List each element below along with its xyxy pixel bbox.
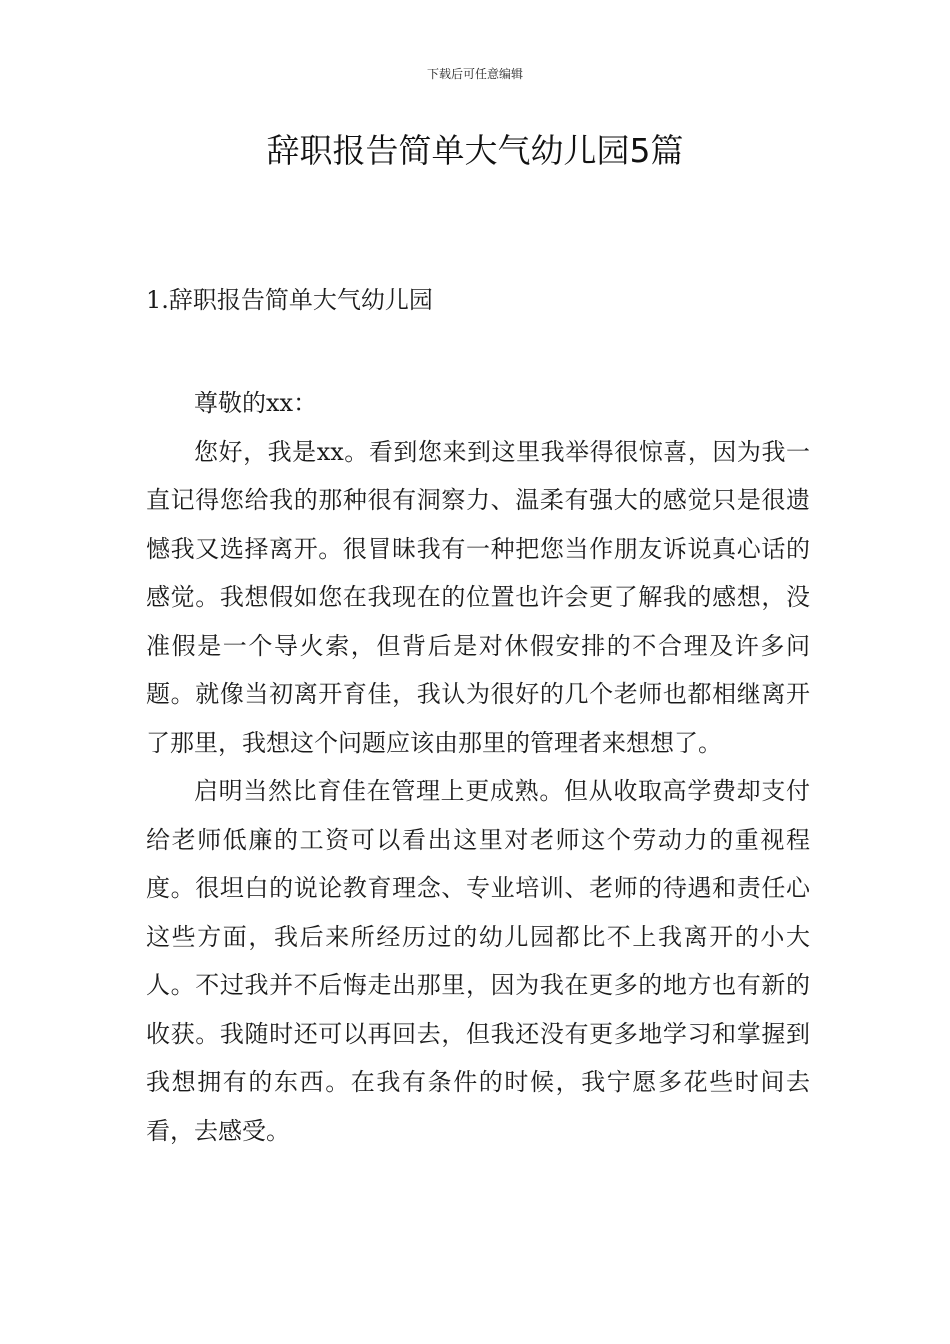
letter-body [146,379,810,1155]
salutation: 尊敬的xx： [194,389,318,417]
document-title: 辞职报告简单大气幼儿园5篇 [266,131,684,170]
paragraph: 您好，我是xx。看到您来到这里我举得很惊喜，因为我一直记得您给我的那种很有洞察力、温柔有强大的感觉只是很遗憾我又选择离开。很冒昧我有一种把您当作朋友诉说真心话的感觉。我想假如您在我现在的位置也许会更了解我的感想，没准假是一个导火索，但背后是对休假安排的不合理及许多问题。就像当初离开育佳，我认为很好的几个老师也都相继离开了那里，我想这个问题应该由那里的管理者来想想了。 [146,437,810,757]
section-heading: 1.辞职报告简单大气幼儿园 [146,286,433,314]
paragraph: 启明当然比育佳在管理上更成熟。但从收取高学费却支付给老师低廉的工资可以看出这里对老师这个劳动力的重视程度。很坦白的说论教育理念、专业培训、老师的待遇和责任心这些方面，我后来所经历过的幼儿园都比不上我离开的小大人。不过我并不后悔走出那里，因为我在更多的地方也有新的收获。我随时还可以再回去，但我还没有更多地学习和掌握到我想拥有的东西。在我有条件的时候，我宁愿多花些时间去看，去感受。 [146,777,810,1145]
header-note: 下载后可任意编辑 [426,67,523,81]
